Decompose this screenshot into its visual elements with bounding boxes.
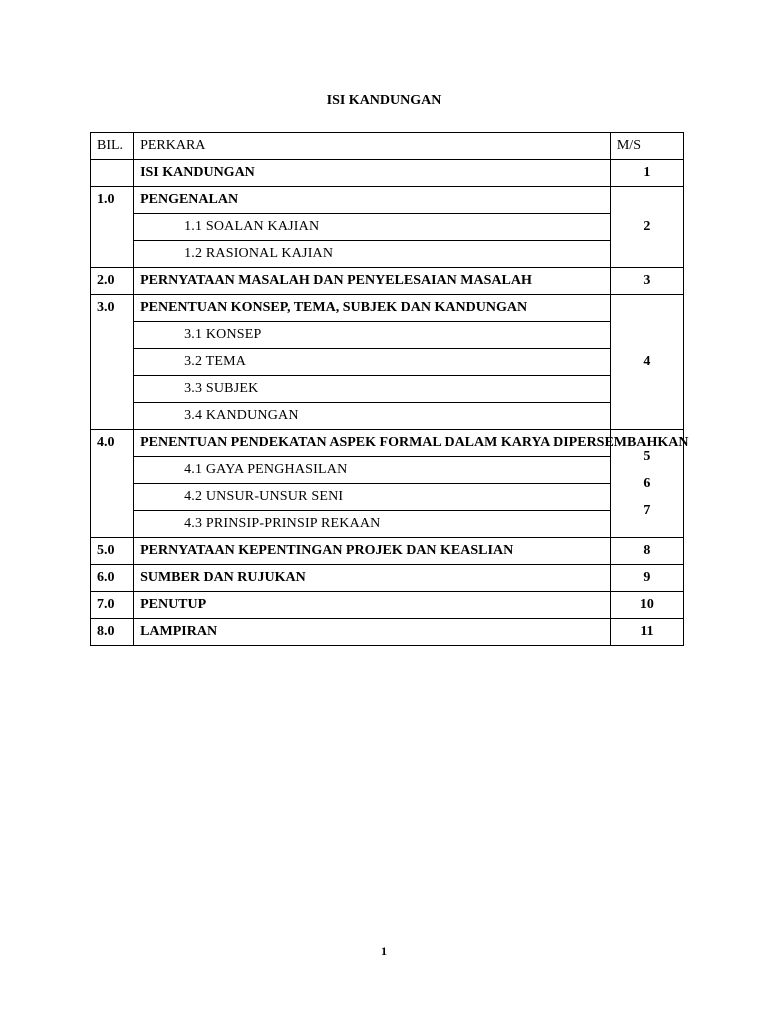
row-bil: 6.0 (91, 565, 134, 592)
table-of-contents (90, 132, 689, 646)
row-perkara: PENENTUAN KONSEP, TEMA, SUBJEK DAN KANDUNGAN (134, 295, 611, 322)
row-ms: 7 (643, 503, 651, 518)
row-ms: 8 (610, 538, 683, 565)
table-row (91, 538, 684, 565)
table-row (91, 268, 684, 295)
table-subrow (91, 241, 684, 268)
table-subrow (91, 376, 684, 403)
row-ms: 6 (643, 476, 651, 491)
row-ms: 4 (610, 295, 683, 430)
header-bil: BIL. (91, 133, 134, 160)
row-ms: 2 (610, 187, 683, 268)
table-row (91, 565, 684, 592)
row-ms: 3 (610, 268, 683, 295)
subitem-label: 3.3 SUBJEK (134, 376, 611, 403)
page-title: ISI KANDUNGAN (326, 93, 442, 108)
table-row (91, 619, 684, 646)
subitem-label: 3.4 KANDUNGAN (134, 403, 611, 430)
subitem-label: 3.2 TEMA (134, 349, 611, 376)
row-bil: 8.0 (91, 619, 134, 646)
header-ms: M/S (610, 133, 683, 160)
table-row (91, 295, 684, 322)
row-ms: 5 (643, 449, 651, 464)
table-subrow (91, 214, 684, 241)
row-bil-empty (91, 160, 134, 187)
subitem-label: 3.1 KONSEP (134, 322, 611, 349)
row-bil: 1.0 (91, 187, 134, 268)
table-subrow (91, 484, 684, 511)
row-perkara: PENUTUP (134, 592, 611, 619)
table-subrow (91, 457, 684, 484)
row-bil: 2.0 (91, 268, 134, 295)
table-header-row (91, 133, 684, 160)
row-bil: 5.0 (91, 538, 134, 565)
row-bil: 7.0 (91, 592, 134, 619)
table-row (91, 430, 684, 457)
row-perkara: PENGENALAN (134, 187, 611, 214)
page-number: 1 (381, 944, 387, 958)
row-perkara: PERNYATAAN MASALAH DAN PENYELESAIAN MASALAH (134, 268, 611, 295)
table-row (91, 592, 684, 619)
row-perkara: SUMBER DAN RUJUKAN (134, 565, 611, 592)
table-subrow (91, 349, 684, 376)
row-perkara: LAMPIRAN (134, 619, 611, 646)
row-ms: 10 (610, 592, 683, 619)
row-bil: 3.0 (91, 295, 134, 430)
row-ms: 1 (610, 160, 683, 187)
subitem-label: 4.1 GAYA PENGHASILAN (134, 457, 611, 484)
row-perkara: PERNYATAAN KEPENTINGAN PROJEK DAN KEASLIAN (134, 538, 611, 565)
table-row (91, 187, 684, 214)
subitem-label: 1.1 SOALAN KAJIAN (134, 214, 611, 241)
subitem-label: 1.2 RASIONAL KAJIAN (134, 241, 611, 268)
table-subrow (91, 403, 684, 430)
row-ms: 9 (610, 565, 683, 592)
table-row (91, 160, 684, 187)
table-subrow (91, 322, 684, 349)
row-perkara: ISI KANDUNGAN (134, 160, 611, 187)
row-perkara: PENENTUAN PENDEKATAN ASPEK FORMAL DALAM KARYA DIPERSEMBAHKAN (134, 430, 611, 457)
subitem-label: 4.3 PRINSIP-PRINSIP REKAAN (134, 511, 611, 538)
table-subrow (91, 511, 684, 538)
row-ms: 11 (610, 619, 683, 646)
row-bil: 4.0 (91, 430, 134, 538)
subitem-label: 4.2 UNSUR-UNSUR SENI (134, 484, 611, 511)
header-perkara: PERKARA (134, 133, 611, 160)
